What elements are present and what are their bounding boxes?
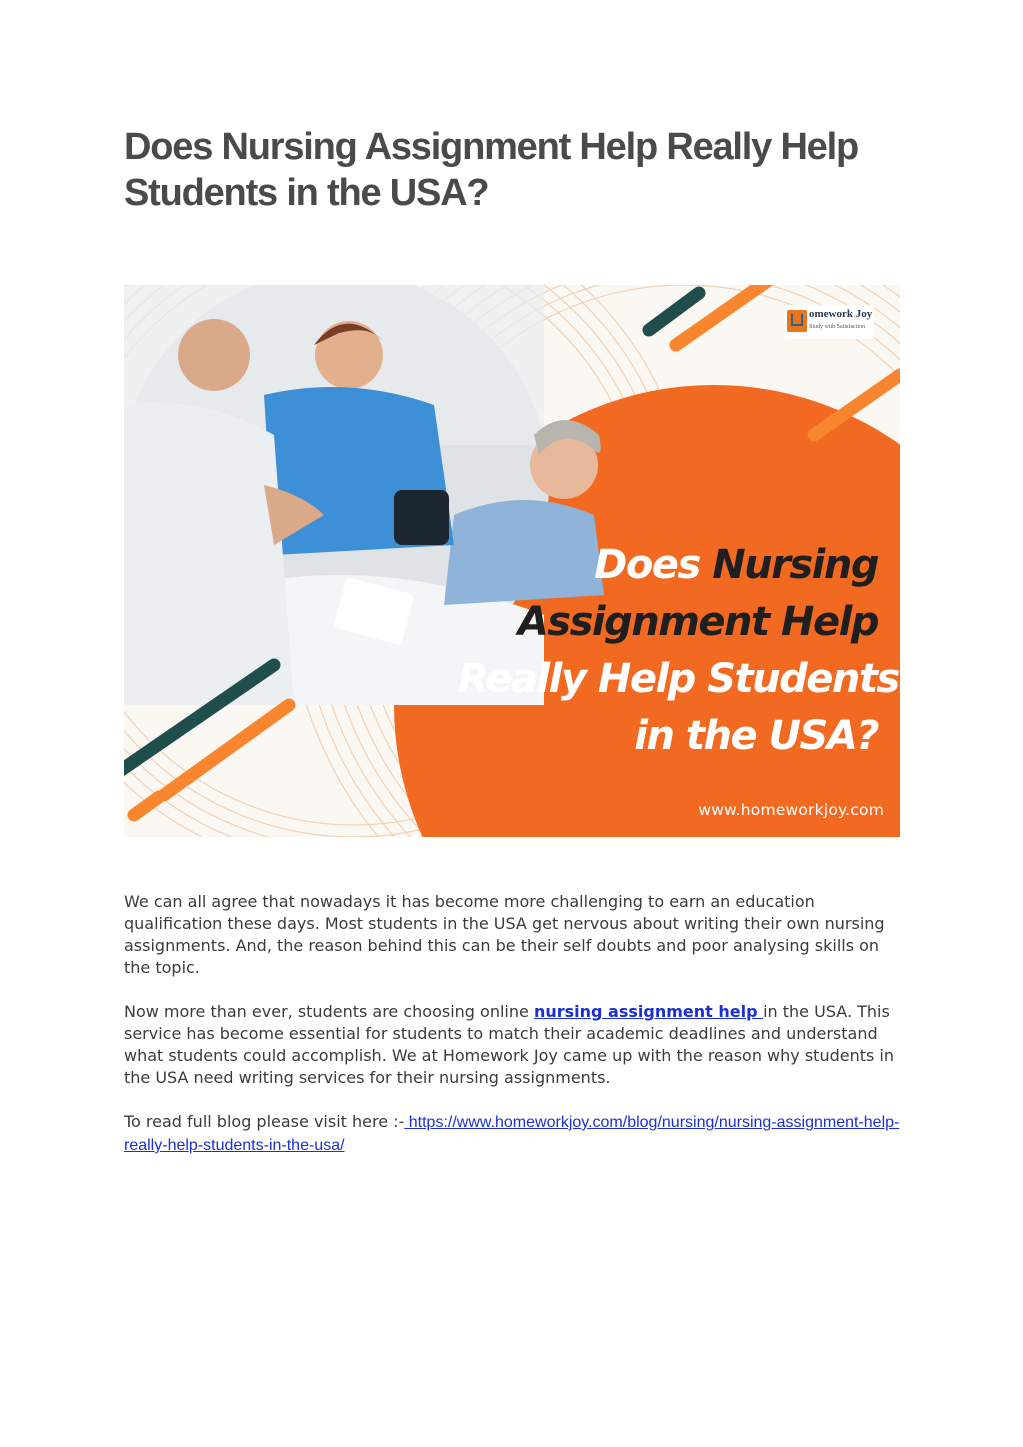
banner-headline-line-4: in the USA? [634,713,878,759]
homework-joy-logo [784,305,874,339]
paragraph-intro: We can all agree that nowadays it has become more challenging to earn an education qualification these days. Most students in the USA get nervous about writing their own nursing assignments. And, the reason behind this can be their self doubts and poor analysing skills on the topic. [124,892,885,977]
paragraph-read-more [124,1111,904,1157]
banner-headline-line-3: Really Help Students [458,656,899,702]
paragraph-service-text-start: Now more than ever, students are choosing online [124,1002,534,1021]
logo-name: omework Joy [809,308,873,320]
nursing-assignment-help-link[interactable]: nursing assignment help [533,1002,764,1021]
paragraph-service-text-end: in the USA. This service has become essential for students to match their academic deadlines and understand what students could accomplish. We at Homework Joy came up with the reason why students in the USA need writing services for their nursing assignments. [124,1002,895,1087]
banner-headline-line-1 [458,537,878,594]
title-line-2: Students in the USA? [124,172,489,214]
paragraph-service [124,1001,904,1089]
banner-word-does: Does [594,542,700,588]
page-title [124,124,914,216]
logo-tagline: Study with Satisfaction [809,324,865,330]
banner-website: www.homeworkjoy.com [698,801,884,819]
book-icon [787,310,807,332]
banner-headline-line-2: Assignment Help [517,599,878,645]
banner-image [124,285,900,837]
full-blog-link[interactable]: https://www.homeworkjoy.com/blog/nursing/nursing-assignment-help-really-help-students-in-the-usa/ [124,1114,900,1154]
banner-word-nursing: Nursing [712,542,878,588]
read-more-label: To read full blog please visit here :- [124,1112,405,1131]
banner-headline [458,537,899,765]
title-line-1: Does Nursing Assignment Help Really Help [124,126,858,168]
